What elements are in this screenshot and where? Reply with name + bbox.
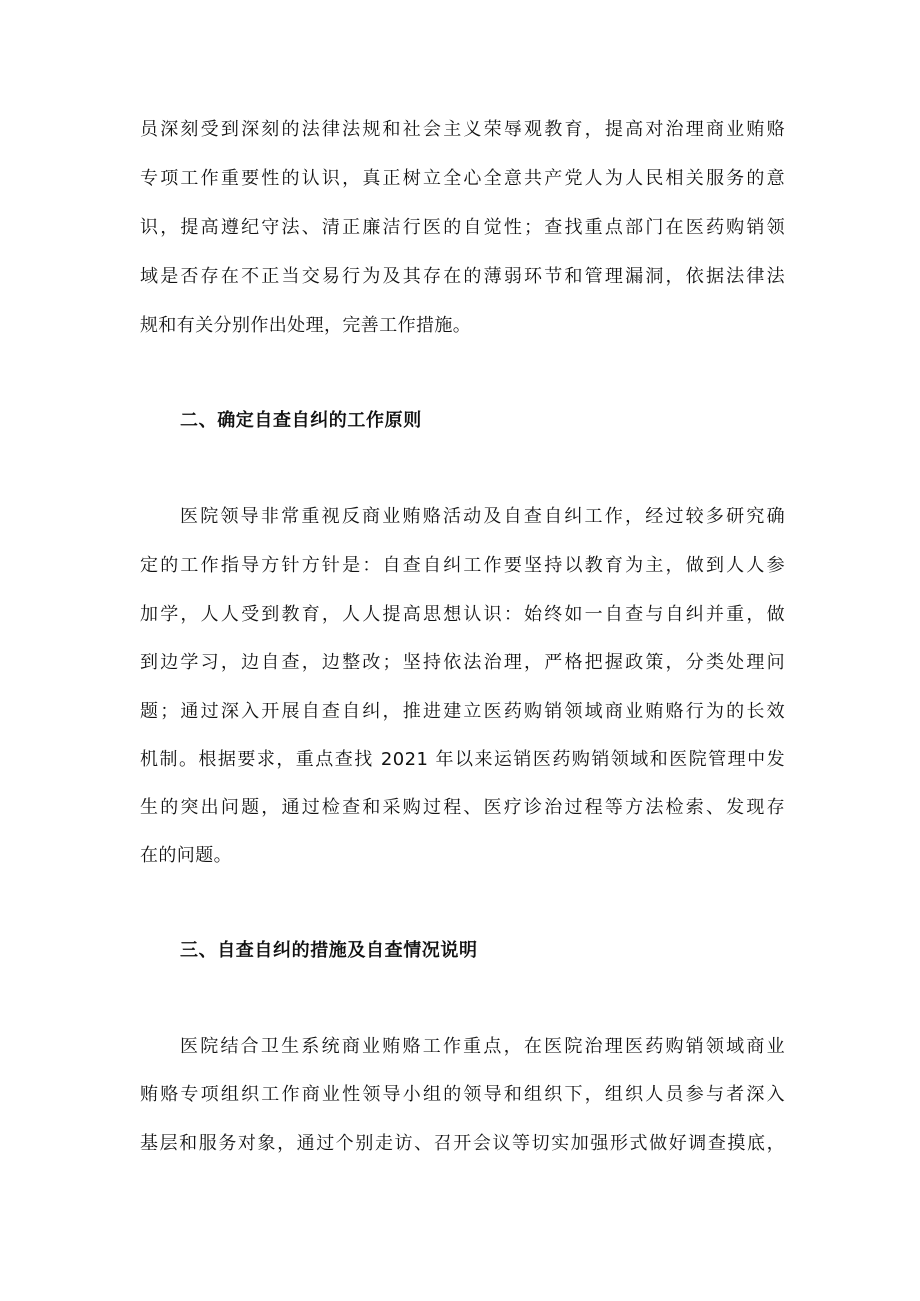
paragraph-line: 识，提高遵纪守法、清正廉洁行医的自觉性；查找重点部门在医药购销领 — [140, 217, 785, 238]
paragraph-line: 题；通过深入开展自查自纠，推进建立医药购销领域商业贿赂行为的长效 — [140, 701, 785, 722]
paragraph-line: 定的工作指导方针方针是：自查自纠工作要坚持以教育为主，做到人人参 — [140, 555, 785, 576]
paragraph-line: 员深刻受到深刻的法律法规和社会主义荣辱观教育，提高对治理商业贿赂 — [140, 119, 785, 140]
paragraph-line: 域是否存在不正当交易行为及其存在的薄弱环节和管理漏洞，依据法律法 — [140, 266, 785, 287]
paragraph-line: 在的问题。 — [140, 845, 232, 866]
paragraph-line: 医院结合卫生系统商业贿赂工作重点，在医院治理医药购销领域商业 — [180, 1036, 785, 1057]
paragraph-line: 医院领导非常重视反商业贿赂活动及自查自纠工作，经过较多研究确 — [180, 506, 785, 527]
paragraph-line: 机制。根据要求，重点查找 2021 年以来运销医药购销领域和医院管理中发 — [140, 749, 785, 770]
paragraph-line: 基层和服务对象，通过个别走访、召开会议等切实加强形式做好调查摸底， — [140, 1133, 785, 1154]
section-heading-3: 三、自查自纠的措施及自查情况说明 — [180, 940, 478, 961]
paragraph-line: 规和有关分别作出处理，完善工作措施。 — [140, 315, 472, 336]
paragraph-line: 生的突出问题，通过检查和采购过程、医疗诊治过程等方法检索、发现存 — [140, 797, 785, 818]
paragraph-line: 到边学习，边自查，边整改；坚持依法治理，严格把握政策，分类处理问 — [140, 652, 785, 673]
paragraph-line: 贿赂专项组织工作商业性领导小组的领导和组织下，组织人员参与者深入 — [140, 1084, 785, 1105]
section-heading-2: 二、确定自查自纠的工作原则 — [180, 410, 422, 431]
paragraph-line: 加学，人人受到教育，人人提高思想认识：始终如一自查与自纠并重，做 — [140, 604, 785, 625]
paragraph-line: 专项工作重要性的认识，真正树立全心全意共产党人为人民相关服务的意 — [140, 168, 785, 189]
